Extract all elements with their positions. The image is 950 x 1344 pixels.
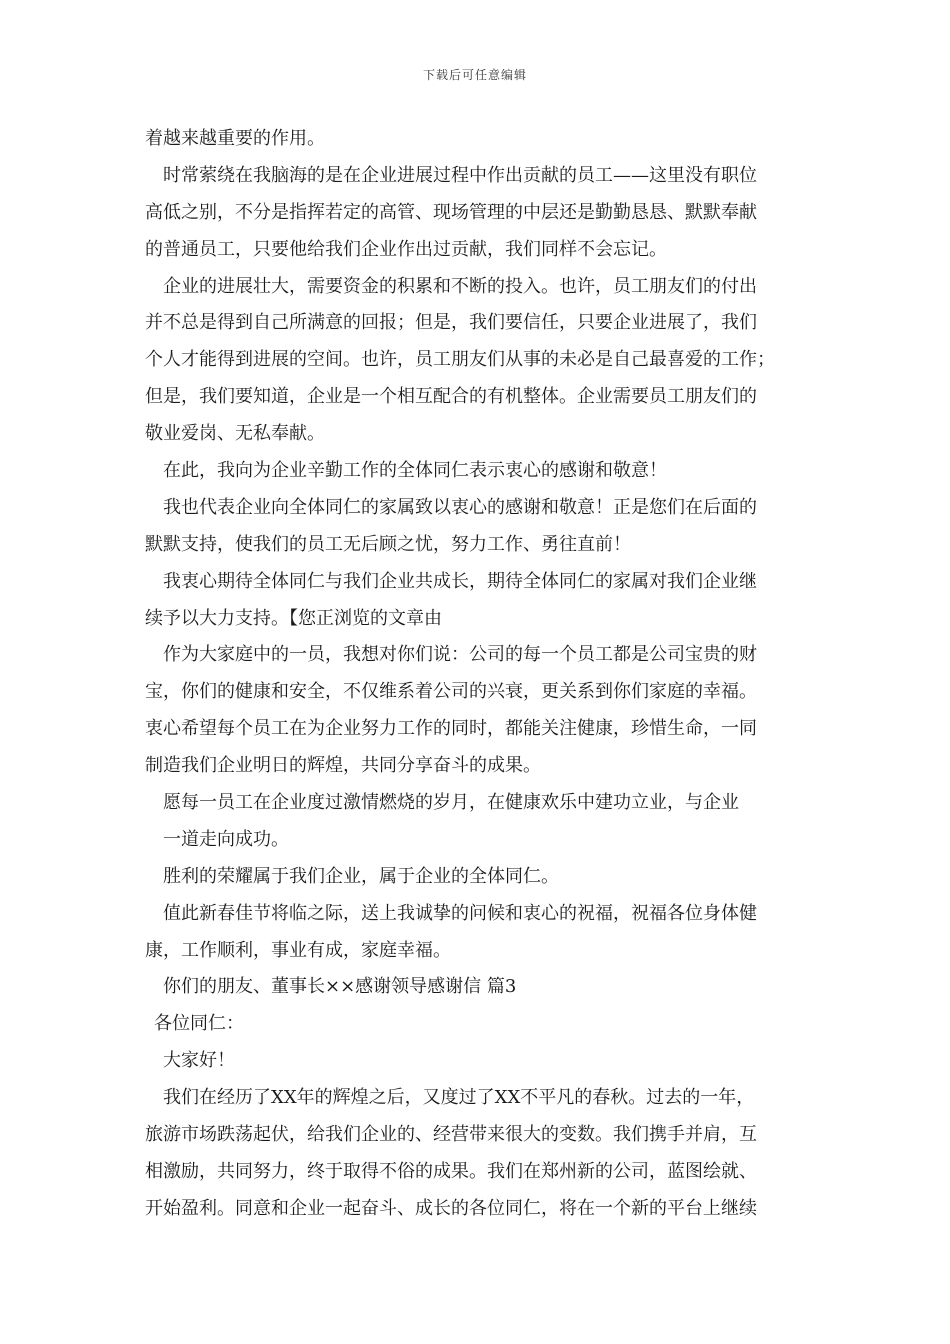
text-line: 在此，我向为企业辛勤工作的全体同仁表示衷心的感谢和敬意！ bbox=[163, 460, 667, 482]
text-line: 大家好！ bbox=[163, 1050, 235, 1072]
text-line: 愿每一员工在企业度过激情燃烧的岁月，在健康欢乐中建功立业，与企业 bbox=[163, 792, 739, 814]
text-line: 作为大家庭中的一员，我想对你们说：公司的每一个员工都是公司宝贵的财 bbox=[163, 644, 757, 666]
text-line: 高低之别，不分是指挥若定的高管、现场管理的中层还是勤勤恳恳、默默奉献 bbox=[145, 201, 757, 223]
text-line: 制造我们企业明日的辉煌，共同分享奋斗的成果。 bbox=[145, 755, 541, 777]
text-line: 各位同仁： bbox=[154, 1013, 244, 1035]
text-line: 着越来越重要的作用。 bbox=[145, 128, 325, 149]
text-line: 你们的朋友、董事长××感谢领导感谢信 篇3 bbox=[163, 976, 517, 998]
text-line: 宝，你们的健康和安全，不仅维系着公司的兴衰，更关系到你们家庭的幸福。 bbox=[145, 681, 757, 703]
text-line: 旅游市场跌荡起伏，给我们企业的、经营带来很大的变数。我们携手并肩，互 bbox=[145, 1124, 757, 1146]
text-line: 敬业爱岗、无私奉献。 bbox=[145, 423, 325, 445]
text-line: 我也代表企业向全体同仁的家属致以衷心的感谢和敬意！正是您们在后面的 bbox=[163, 496, 757, 518]
text-line: 值此新春佳节将临之际，送上我诚挚的问候和衷心的祝福，祝福各位身体健 bbox=[163, 902, 757, 924]
text-line: 开始盈利。同意和企业一起奋斗、成长的各位同仁，将在一个新的平台上继续 bbox=[145, 1197, 757, 1219]
text-line: 相激励，共同努力，终于取得不俗的成果。我们在郑州新的公司，蓝图绘就、 bbox=[145, 1160, 757, 1182]
text-line: 企业的进展壮大，需要资金的积累和不断的投入。也许，员工朋友们的付出 bbox=[163, 275, 757, 297]
text-line: 时常萦绕在我脑海的是在企业进展过程中作出贡献的员工——这里没有职位 bbox=[163, 164, 757, 186]
text-line: 康，工作顺利，事业有成，家庭幸福。 bbox=[145, 939, 451, 961]
text-line: 但是，我们要知道，企业是一个相互配合的有机整体。企业需要员工朋友们的 bbox=[145, 386, 757, 408]
text-line: 个人才能得到进展的空间。也许，员工朋友们从事的未必是自己最喜爱的工作； bbox=[145, 349, 775, 371]
text-line: 默默支持，使我们的员工无后顾之忧，努力工作、勇往直前！ bbox=[145, 533, 631, 555]
text-line: 并不总是得到自己所满意的回报；但是，我们要信任，只要企业进展了，我们 bbox=[145, 312, 757, 334]
text-line: 的普通员工，只要他给我们企业作出过贡献，我们同样不会忘记。 bbox=[145, 238, 667, 260]
text-line: 胜利的荣耀属于我们企业，属于企业的全体同仁。 bbox=[163, 865, 559, 887]
text-line: 一道走向成功。 bbox=[163, 828, 289, 850]
text-line: 我衷心期待全体同仁与我们企业共成长，期待全体同仁的家属对我们企业继 bbox=[163, 570, 757, 592]
text-line: 续予以大力支持。【您正浏览的文章由 bbox=[145, 607, 442, 629]
page-header: 下载后可任意编辑 bbox=[422, 68, 527, 82]
text-line: 我们在经历了XX年的辉煌之后，又度过了XX不平凡的春秋。过去的一年， bbox=[163, 1087, 755, 1109]
text-line: 衷心希望每个员工在为企业努力工作的同时，都能关注健康，珍惜生命，一同 bbox=[145, 718, 757, 740]
document-body bbox=[145, 121, 813, 1228]
